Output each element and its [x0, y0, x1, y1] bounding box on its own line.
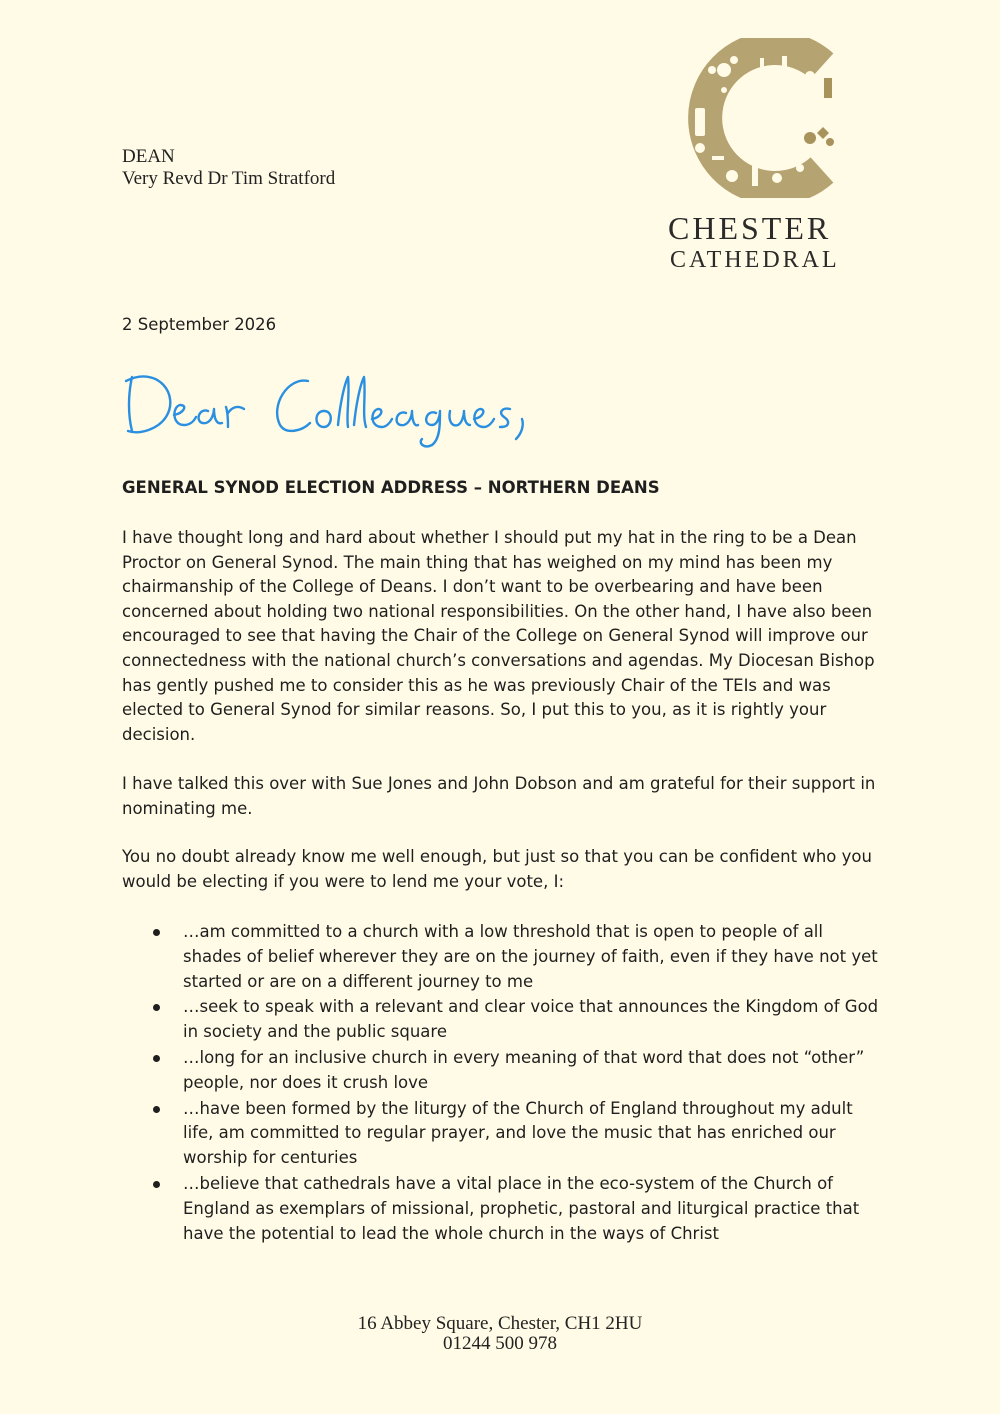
list-item-text: …have been formed by the liturgy of the Church of England throughout my adult life, am committed to regular prayer, and love the music that has enriched our worship for centuries [183, 1098, 853, 1168]
bullet-icon [153, 1106, 160, 1113]
sender-name: Very Revd Dr Tim Stratford [122, 168, 336, 189]
letter-date: 2 September 2026 [122, 315, 277, 334]
sender-role: DEAN [122, 146, 175, 167]
letter-footer [0, 1314, 1000, 1354]
list-item [122, 920, 882, 994]
commitments-list [122, 920, 882, 1247]
list-item [122, 995, 882, 1045]
bullet-icon [153, 1181, 160, 1188]
body-paragraph-3: You no doubt already know me well enough, but just so that you can be confident who you would be electing if you were to lend me your vote, I: [122, 847, 872, 891]
logo-wordmark-line2: CATHEDRAL [670, 247, 840, 273]
footer-phone: 01244 500 978 [443, 1333, 557, 1354]
list-item-text: …seek to speak with a relevant and clear voice that announces the Kingdom of God in society and the public square [183, 997, 879, 1042]
salutation-signature-image [118, 355, 538, 455]
bullet-icon [153, 1004, 160, 1011]
list-item [122, 1172, 882, 1246]
list-item-text: …long for an inclusive church in every meaning of that word that does not “other” people, nor does it crush love [183, 1047, 865, 1092]
cathedral-emblem-icon [672, 38, 842, 198]
body-paragraph-2: I have talked this over with Sue Jones and John Dobson and am grateful for their support in nominating me. [122, 774, 876, 818]
letterhead-sender [122, 146, 335, 190]
list-item-text: …am committed to a church with a low threshold that is open to people of all shades of belief wherever they are on the journey of faith, even if they have not yet started or are on a different journey to me [183, 922, 878, 991]
footer-address: 16 Abbey Square, Chester, CH1 2HU [357, 1313, 643, 1334]
list-item [122, 1046, 882, 1096]
bullet-icon [153, 1055, 160, 1062]
letter-heading: GENERAL SYNOD ELECTION ADDRESS – NORTHERN DEANS [122, 478, 660, 497]
handwritten-salutation [118, 355, 538, 460]
list-item-text: …believe that cathedrals have a vital place in the eco-system of the Church of England as exemplars of missional, prophetic, pastoral and liturgical practice that have the potential to lead the whole church in the ways of Christ [183, 1173, 860, 1243]
list-item [122, 1097, 882, 1171]
body-paragraph-1: I have thought long and hard about whether I should put my hat in the ring to be a Dean Proctor on General Synod. The main thing that has weighed on my mind has been my chairmanship of the College of Deans. I don’t want to be overbearing and have been concerned about holding two national responsibilities. On the other hand, I have also been encouraged to see that having the Chair of the College on General Synod will improve our connectedness with the national church’s conversations and agendas. My Diocesan Bishop has gently pushed me to consider this as he was previously Chair of the TEIs and was elected to General Synod for similar reasons. So, I put this to you, as it is rightly your decision. [122, 528, 875, 744]
logo-wordmark-line1: CHESTER [668, 210, 832, 246]
chester-cathedral-logo [660, 38, 850, 278]
bullet-icon [153, 929, 160, 936]
